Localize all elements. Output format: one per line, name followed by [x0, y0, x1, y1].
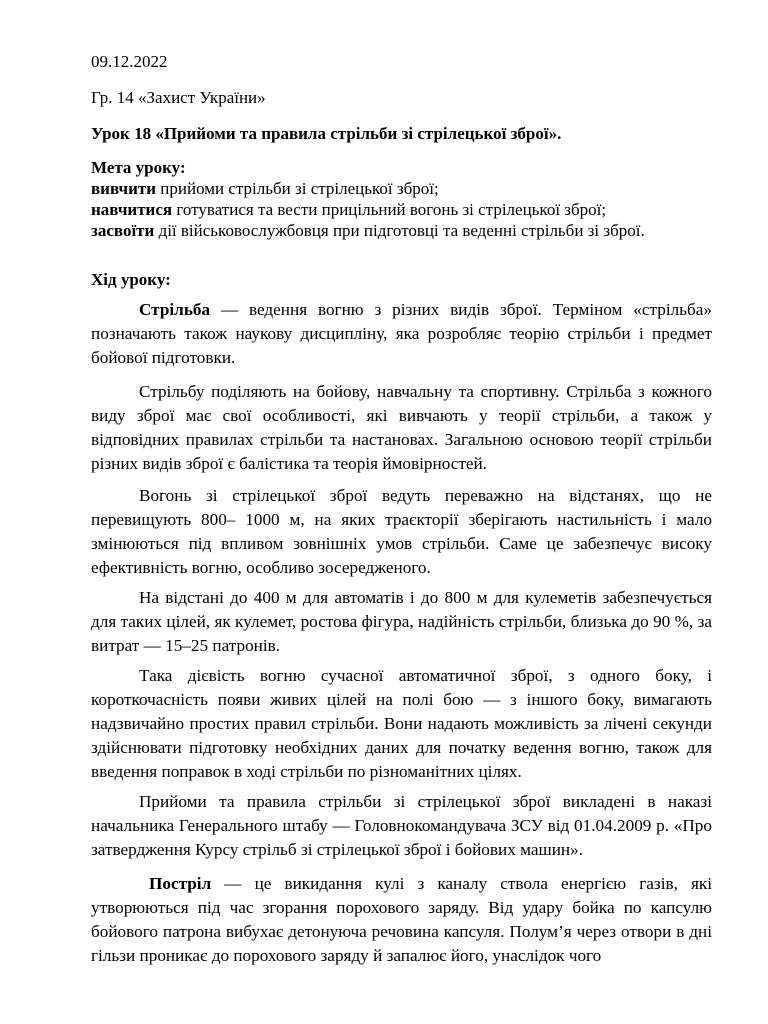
goal-item: навчитися готуватися та вести прицільний вогонь зі стрілецької зброї; — [91, 200, 607, 219]
paragraph-types: Стрільбу поділяють на бойову, навчальну та спортивну. Стрільба з кожного виду зброї має свої особливості, які вивчають у теорії стрільби, а також у відповідних правилах стрільби та настановах. Загальною основою теорії стрільби різних видів зброї є балістика та теорія ймовірностей. — [91, 382, 712, 473]
goal-item: засвоїти дії військовослужбовця при підготовці та веденні стрільби зі зброї. — [91, 221, 645, 240]
lesson-goals — [91, 157, 731, 241]
paragraph-shooting: Стрільба — ведення вогню з різних видів зброї. Терміном «стрільба» позначають також наукову дисципліну, яка розробляє теорію стрільби і предмет бойової підготовки. — [91, 300, 712, 367]
goal-item: вивчити прийоми стрільби зі стрілецької зброї; — [91, 179, 439, 198]
group-line: Гр. 14 «Захист України» — [91, 88, 266, 107]
paragraph-reliability: На відстані до 400 м для автоматів і до 800 м для кулеметів забезпечується для таких цілей, як кулемет, ростова фігура, надійність стрільби, близька до 90 %, за витрат — 15–25 патронів. — [91, 588, 712, 655]
goals-heading: Мета уроку: — [91, 158, 186, 177]
paragraph-order: Прийоми та правила стрільби зі стрілецької зброї викладені в наказі начальника Генерального штабу — Головнокомандувача ЗСУ від 01.04.2009 р. «Про затвердження Курсу стрільб зі стрілецької зброї і бойових машин». — [91, 792, 712, 859]
paragraph-shot: Постріл — це викидання кулі з каналу ствола енергією газів, які утворюються під час згорання порохового заряду. Від удару бойка по капсулю бойового патрона вибухає детонуюча речовина капсуля. Полум’я через отвори в дні гільзи проникає до порохового заряду й запалює його, унаслідок чого — [91, 874, 712, 965]
paragraph-effectiveness: Така дієвість вогню сучасної автоматичної зброї, з одного боку, і короткочасність появи живих цілей на полі бою — з іншого боку, вимагають надзвичайно простих правил стрільби. Вони надають можливість за лічені секунди здійснювати підготовку необхідних даних для початку ведення вогню, також для введення поправок в ході стрільби по різноманітних цілях. — [91, 666, 712, 781]
document-date: 09.12.2022 — [91, 52, 168, 71]
course-heading: Хід уроку: — [91, 270, 171, 289]
lesson-title: Урок 18 «Прийоми та правила стрільби зі стрілецької зброї». — [91, 124, 562, 143]
paragraph-distances: Вогонь зі стрілецької зброї ведуть переважно на відстанях, що не перевищують 800– 1000 м, на яких траєкторії зберігають настильність і мало змінюються під впливом зовнішніх умов стрільби. Саме це забезпечує високу ефективність вогню, особливо зосередженого. — [91, 486, 712, 577]
